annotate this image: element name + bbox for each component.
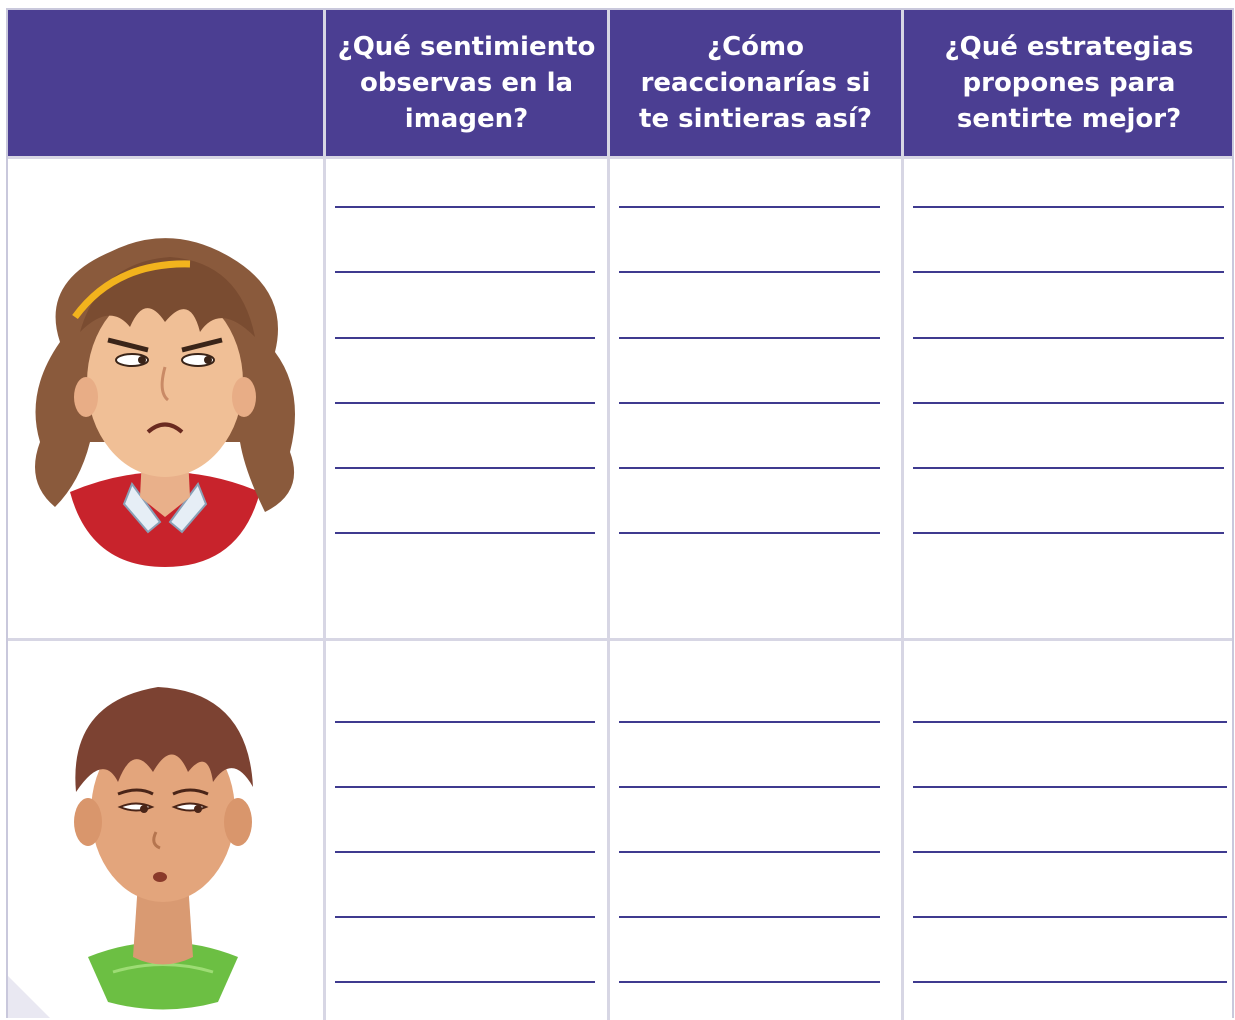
answer-line[interactable] xyxy=(913,206,1224,208)
answer-line[interactable] xyxy=(619,467,880,469)
row-separator xyxy=(8,638,1232,641)
header-strategy-label: ¿Qué estrategias propones para sentirte mejor? xyxy=(944,32,1194,134)
header-bottom-border xyxy=(8,156,1232,159)
answer-line[interactable] xyxy=(619,981,880,983)
sad-boy-illustration xyxy=(48,672,288,1012)
answer-line[interactable] xyxy=(335,206,595,208)
answer-line[interactable] xyxy=(335,981,595,983)
answer-line[interactable] xyxy=(335,786,595,788)
answer-line[interactable] xyxy=(913,851,1227,853)
table-header-row xyxy=(8,10,1232,156)
answer-line[interactable] xyxy=(619,206,880,208)
emotions-worksheet-table xyxy=(6,8,1234,1018)
answer-line[interactable] xyxy=(913,721,1227,723)
answer-line[interactable] xyxy=(913,532,1224,534)
header-reaction-question xyxy=(610,10,901,156)
answer-line[interactable] xyxy=(913,467,1224,469)
answer-line[interactable] xyxy=(335,916,595,918)
answer-line[interactable] xyxy=(335,337,595,339)
header-reaction-label: ¿Cómo reaccionarías si te sintieras así? xyxy=(639,32,872,134)
answer-line[interactable] xyxy=(913,402,1224,404)
answer-line[interactable] xyxy=(913,271,1224,273)
header-feeling-question xyxy=(326,10,607,156)
answer-line[interactable] xyxy=(335,721,595,723)
answer-line[interactable] xyxy=(913,786,1227,788)
answer-line[interactable] xyxy=(335,532,595,534)
answer-line[interactable] xyxy=(619,532,880,534)
answer-line[interactable] xyxy=(335,402,595,404)
answer-line[interactable] xyxy=(619,337,880,339)
column-divider xyxy=(607,10,610,1020)
column-divider xyxy=(323,10,326,1020)
answer-line[interactable] xyxy=(619,271,880,273)
answer-line[interactable] xyxy=(913,916,1227,918)
header-feeling-label: ¿Qué sentimiento observas en la imagen? xyxy=(337,32,596,134)
answer-line[interactable] xyxy=(335,851,595,853)
answer-line[interactable] xyxy=(619,721,880,723)
header-strategy-question xyxy=(904,10,1234,156)
answer-line[interactable] xyxy=(619,851,880,853)
angry-girl-illustration xyxy=(20,222,310,570)
answer-line[interactable] xyxy=(335,271,595,273)
answer-line[interactable] xyxy=(335,467,595,469)
page-corner-decoration xyxy=(8,976,50,1018)
answer-line[interactable] xyxy=(913,337,1224,339)
answer-line[interactable] xyxy=(619,402,880,404)
header-empty-cell xyxy=(8,10,323,156)
column-divider xyxy=(901,10,904,1020)
answer-line[interactable] xyxy=(619,916,880,918)
answer-line[interactable] xyxy=(913,981,1227,983)
answer-line[interactable] xyxy=(619,786,880,788)
